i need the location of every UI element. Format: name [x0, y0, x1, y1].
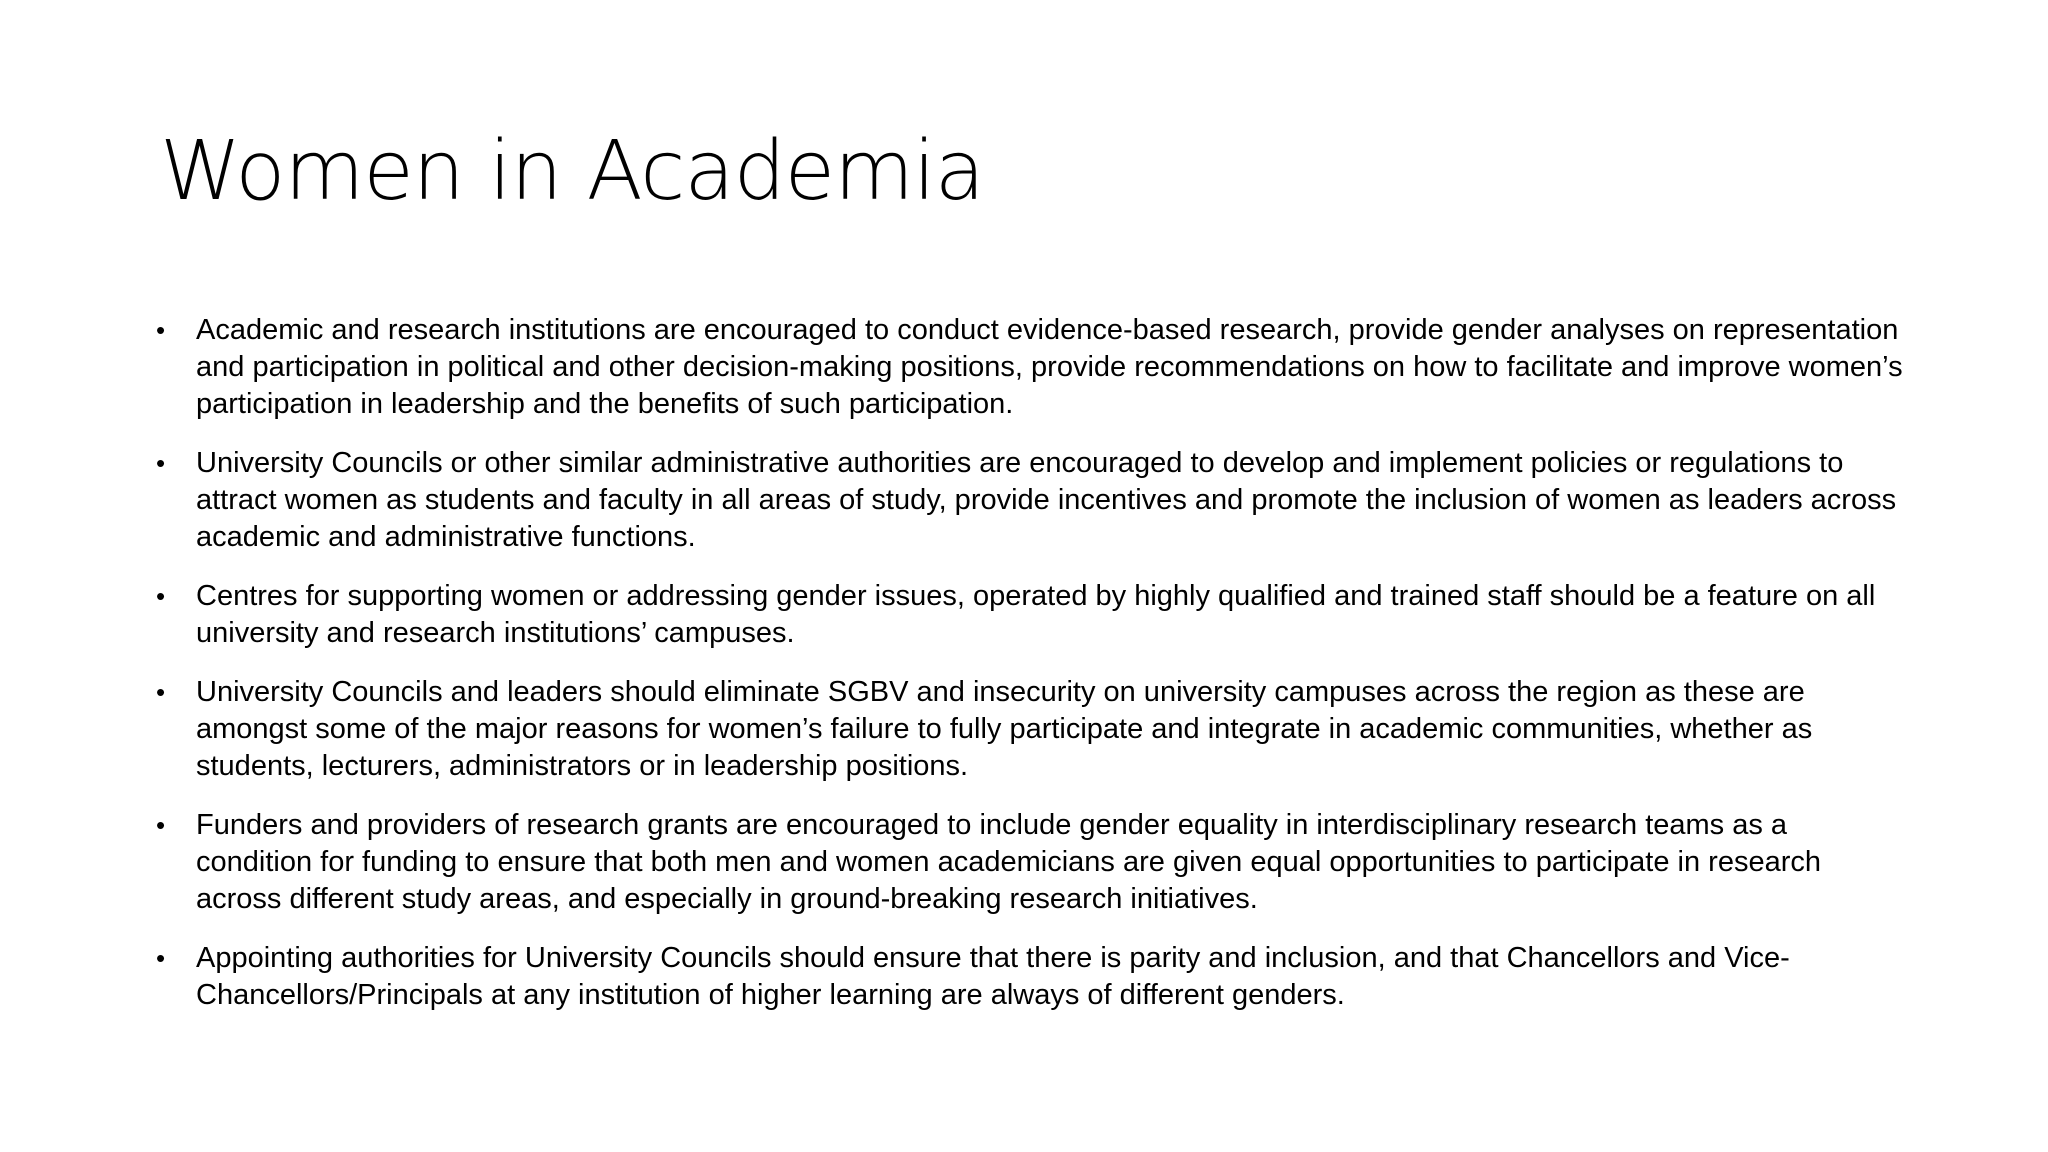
bullet-text: University Councils or other similar administrative authorities are encouraged to develop and implement policies or regulations to attract women as students and faculty in all areas of study, provide incentives and promote the inclusion of women as leaders across academic and administrative functions.: [196, 447, 1897, 553]
bullet-item: [150, 445, 1910, 556]
bullet-icon: •: [156, 677, 166, 707]
bullet-icon: •: [156, 448, 166, 478]
bullet-text: University Councils and leaders should eliminate SGBV and insecurity on university campuses across the region as these are amongst some of the major reasons for women’s failure to fully participate and integrate in academic communities, whether as students, lecturers, administrators or in leadership positions.: [196, 676, 1813, 782]
bullet-text: Academic and research institutions are encouraged to conduct evidence-based research, provide gender analyses on representation and participation in political and other decision-making positions, provide recommendations on how to facilitate and improve women’s participation in leadership and the benefits of such participation.: [196, 314, 1903, 420]
slide-title: Women in Academia: [160, 124, 985, 219]
bullet-item: [150, 312, 1910, 423]
bullet-text: Appointing authorities for University Councils should ensure that there is parity and inclusion, and that Chancellors and Vice-Chancellors/Principals at any institution of higher learning are always of different genders.: [196, 942, 1790, 1011]
bullet-text: Centres for supporting women or addressing gender issues, operated by highly qualified and trained staff should be a feature on all university and research institutions’ campuses.: [196, 580, 1876, 649]
bullet-icon: •: [156, 810, 166, 840]
bullet-icon: •: [156, 943, 166, 973]
bullet-item: [150, 807, 1910, 918]
bullet-icon: •: [156, 315, 166, 345]
bullet-text: Funders and providers of research grants are encouraged to include gender equality in interdisciplinary research teams as a condition for funding to ensure that both men and women academicians are given equal opportunities to participate in research across different study areas, and especially in ground-breaking research initiatives.: [196, 809, 1822, 915]
bullet-list: [150, 312, 1910, 1036]
bullet-item: [150, 578, 1910, 652]
bullet-item: [150, 674, 1910, 785]
bullet-icon: •: [156, 581, 166, 611]
bullet-item: [150, 940, 1910, 1014]
